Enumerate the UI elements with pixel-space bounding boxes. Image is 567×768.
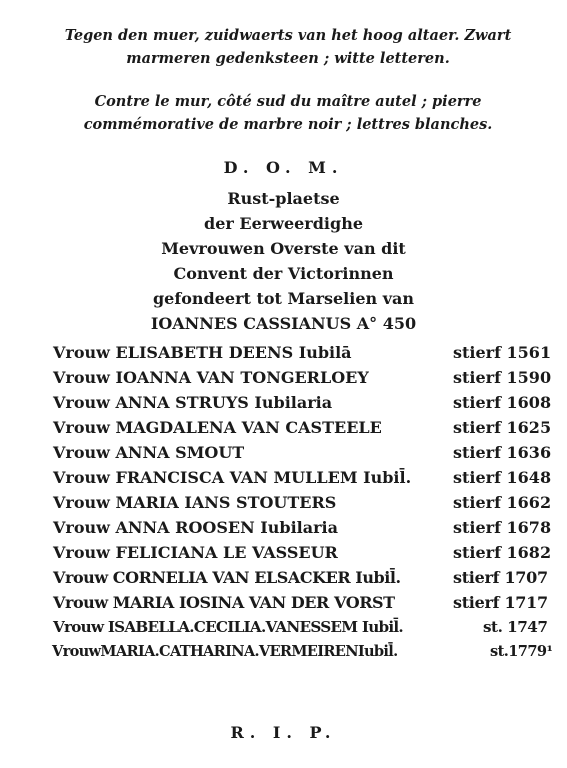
inscription-closing: R. I. P. — [230, 723, 337, 742]
entry-death: stierf 1717 — [453, 593, 548, 612]
entry-death: stierf 1608 — [453, 393, 552, 412]
entry-row — [53, 418, 555, 443]
entry-name: Vrouw ELISABETH DEENS Iubilā — [53, 343, 352, 362]
entry-name: Vrouw IOANNA VAN TONGERLOEY — [53, 368, 369, 387]
entry-death: stierf 1590 — [453, 368, 552, 387]
entry-row — [53, 593, 555, 618]
inscription-line: Rust-plaetse — [227, 189, 340, 208]
entry-row — [53, 343, 555, 368]
entry-name: Vrouw CORNELIA VAN ELSACKER Iubil̄. — [53, 568, 401, 587]
entry-row — [53, 568, 555, 593]
inscription-line: Convent der Victorinnen — [173, 264, 394, 283]
entry-row — [53, 518, 555, 543]
entry-name: Vrouw FRANCISCA VAN MULLEM Iubil̄. — [53, 468, 412, 487]
entry-death: stierf 1662 — [453, 493, 552, 512]
entry-name: VrouwMARIA.CATHARINA.VERMEIRENIubil̄. — [52, 643, 398, 660]
inscription-dom: D. O. M. — [223, 158, 344, 177]
entry-death: stierf 1561 — [453, 343, 552, 362]
entry-row — [53, 543, 555, 568]
entry-name: Vrouw ANNA ROOSEN Iubilaria — [53, 518, 338, 537]
inscription-line: gefondeert tot Marselien van — [152, 289, 415, 308]
inscription-line: der Eerweerdighe — [204, 214, 363, 233]
entry-death: stierf 1682 — [453, 543, 552, 562]
entry-row — [53, 393, 555, 418]
entry-death: stierf 1648 — [453, 468, 552, 487]
inscription-line: IOANNES CASSIANUS A° 450 — [150, 314, 417, 333]
entry-row — [53, 468, 555, 493]
entry-death: stierf 1678 — [453, 518, 552, 537]
entry-name: Vrouw ANNA STRUYS Iubilaria — [53, 393, 333, 412]
entry-name: Vrouw ANNA SMOUT — [53, 443, 245, 462]
entry-name: Vrouw MARIA IANS STOUTERS — [53, 493, 337, 512]
entry-name: Vrouw ISABELLA.CECILIA.VANESSEM Iubil̄. — [53, 618, 403, 636]
entry-death: stierf 1636 — [453, 443, 552, 462]
entry-name: Vrouw FELICIANA LE VASSEUR — [53, 543, 338, 562]
entry-row — [53, 618, 555, 643]
entry-name: Vrouw MARIA IOSINA VAN DER VORST — [53, 593, 395, 612]
entry-death: st.1779¹ — [490, 643, 553, 660]
entry-name: Vrouw MAGDALENA VAN CASTEELE — [53, 418, 382, 437]
entry-row — [53, 443, 555, 468]
entry-row — [53, 368, 555, 393]
entry-row — [53, 493, 555, 518]
entry-death: stierf 1625 — [453, 418, 552, 437]
entry-death: stierf 1707 — [453, 568, 548, 587]
inscription-line: Mevrouwen Overste van dit — [161, 239, 406, 258]
entry-row — [52, 643, 554, 668]
entry-death: st. 1747 — [483, 618, 548, 636]
location-note-french: Contre le mur, côté sud du maître autel ; pierre commémorative de marbre noir ; lettres blanches. — [83, 93, 493, 133]
location-note-dutch: Tegen den muer, zuidwaerts van het hoog altaer. Zwart marmeren gedenksteen ; witte letteren. — [64, 27, 512, 67]
